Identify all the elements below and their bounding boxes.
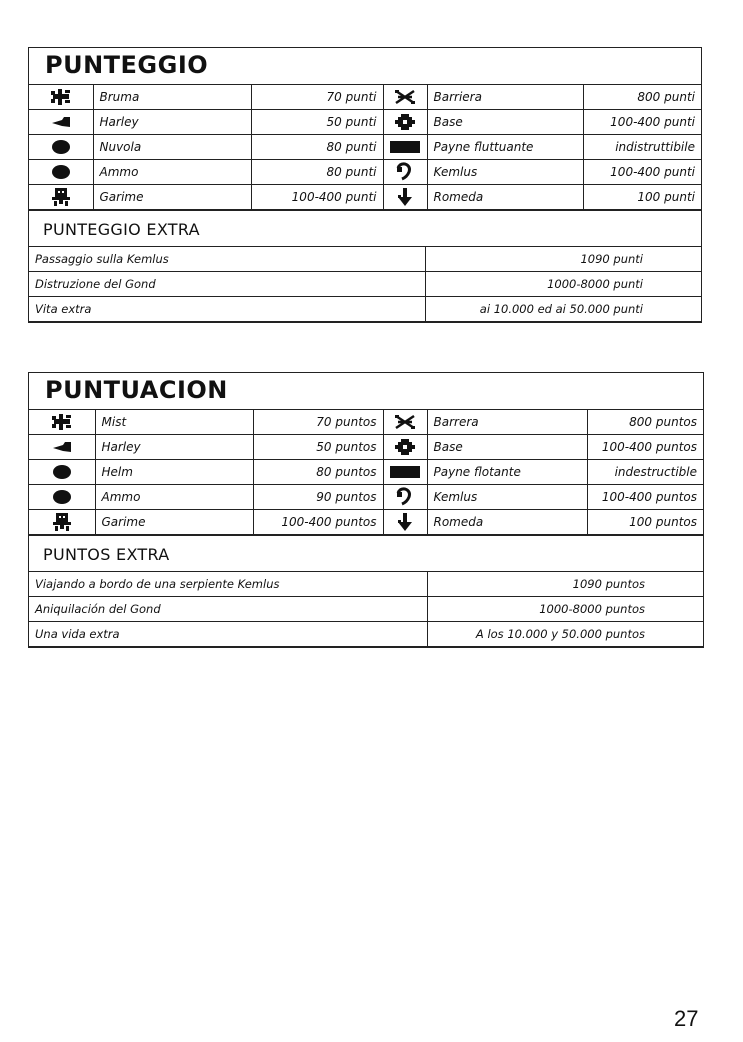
extra-label: Una vida extra — [29, 622, 427, 647]
base-icon — [383, 435, 427, 460]
enemy-points: 100-400 punti — [583, 110, 701, 135]
blob-icon — [29, 135, 93, 160]
score-row — [29, 435, 703, 460]
blob-icon — [29, 460, 95, 485]
score-row — [29, 510, 703, 535]
arrow-ship-icon — [50, 115, 72, 129]
score-table — [29, 85, 701, 210]
extra-score-title: PUNTOS EXTRA — [29, 535, 703, 572]
score-row — [29, 485, 703, 510]
enemy-name: Payne flotante — [427, 460, 587, 485]
block-icon — [389, 140, 421, 154]
enemy-name: Harley — [95, 435, 253, 460]
score-row — [29, 110, 701, 135]
alien-icon — [51, 512, 73, 532]
block-icon — [383, 135, 427, 160]
extra-label: Passaggio sulla Kemlus — [29, 247, 425, 272]
blob-icon — [29, 160, 93, 185]
page-number: 27 — [674, 1006, 699, 1031]
alien-icon — [50, 187, 72, 207]
score-row — [29, 85, 701, 110]
enemy-points: 100 punti — [583, 185, 701, 210]
enemy-points: 80 punti — [251, 160, 383, 185]
down-arrow-icon — [383, 185, 427, 210]
barrier-icon — [394, 414, 416, 430]
extra-row — [29, 297, 701, 322]
spanish-score-panel — [28, 372, 704, 648]
extra-label: Viajando a bordo de una serpiente Kemlus — [29, 572, 427, 597]
enemy-name: Garime — [93, 185, 251, 210]
enemy-name: Kemlus — [427, 485, 587, 510]
extra-label: Vita extra — [29, 297, 425, 322]
score-row — [29, 135, 701, 160]
base-icon — [394, 439, 416, 455]
ship-icon — [50, 88, 72, 106]
ship-icon — [51, 413, 73, 431]
extra-row — [29, 272, 701, 297]
blob-icon — [51, 464, 73, 480]
panel-title: PUNTUACION — [29, 373, 703, 410]
enemy-points: 100 puntos — [587, 510, 703, 535]
score-table — [29, 410, 703, 535]
enemy-name: Nuvola — [93, 135, 251, 160]
arrow-ship-icon — [29, 435, 95, 460]
extra-label: Distruzione del Gond — [29, 272, 425, 297]
enemy-points: 100-400 puntos — [253, 510, 383, 535]
enemy-points: 70 punti — [251, 85, 383, 110]
italian-score-panel — [28, 47, 702, 323]
down-arrow-icon — [394, 187, 416, 207]
extra-label: Aniquilación del Gond — [29, 597, 427, 622]
blob-icon — [51, 489, 73, 505]
enemy-points: indistruttibile — [583, 135, 701, 160]
ship-icon — [29, 85, 93, 110]
extra-value: 1090 puntos — [427, 572, 703, 597]
enemy-points: 50 punti — [251, 110, 383, 135]
blob-icon — [50, 139, 72, 155]
hook-icon — [394, 487, 416, 507]
enemy-name: Romeda — [427, 185, 583, 210]
blob-icon — [50, 164, 72, 180]
base-icon — [394, 114, 416, 130]
panel-title: PUNTEGGIO — [29, 48, 701, 85]
extra-score-table — [29, 572, 703, 647]
extra-row — [29, 247, 701, 272]
ship-icon — [29, 410, 95, 435]
extra-value: ai 10.000 ed ai 50.000 punti — [425, 297, 701, 322]
barrier-icon — [394, 89, 416, 105]
enemy-name: Barriera — [427, 85, 583, 110]
block-icon — [389, 465, 421, 479]
extra-row — [29, 597, 703, 622]
score-row — [29, 185, 701, 210]
enemy-points: 100-400 punti — [251, 185, 383, 210]
extra-score-title: PUNTEGGIO EXTRA — [29, 210, 701, 247]
enemy-name: Payne fluttuante — [427, 135, 583, 160]
enemy-name: Harley — [93, 110, 251, 135]
block-icon — [383, 460, 427, 485]
enemy-points: 50 puntos — [253, 435, 383, 460]
extra-value: 1090 punti — [425, 247, 701, 272]
hook-icon — [383, 160, 427, 185]
enemy-name: Kemlus — [427, 160, 583, 185]
score-row — [29, 160, 701, 185]
alien-icon — [29, 510, 95, 535]
enemy-points: 90 puntos — [253, 485, 383, 510]
enemy-points: indestructible — [587, 460, 703, 485]
base-icon — [383, 110, 427, 135]
arrow-ship-icon — [29, 110, 93, 135]
enemy-points: 800 puntos — [587, 410, 703, 435]
barrier-icon — [383, 410, 427, 435]
extra-value: 1000-8000 puntos — [427, 597, 703, 622]
enemy-points: 100-400 puntos — [587, 435, 703, 460]
down-arrow-icon — [394, 512, 416, 532]
enemy-name: Bruma — [93, 85, 251, 110]
extra-value: A los 10.000 y 50.000 puntos — [427, 622, 703, 647]
enemy-name: Helm — [95, 460, 253, 485]
enemy-name: Garime — [95, 510, 253, 535]
enemy-points: 70 puntos — [253, 410, 383, 435]
down-arrow-icon — [383, 510, 427, 535]
score-row — [29, 460, 703, 485]
hook-icon — [383, 485, 427, 510]
enemy-name: Base — [427, 110, 583, 135]
barrier-icon — [383, 85, 427, 110]
alien-icon — [29, 185, 93, 210]
enemy-points: 80 punti — [251, 135, 383, 160]
enemy-name: Base — [427, 435, 587, 460]
enemy-name: Ammo — [95, 485, 253, 510]
arrow-ship-icon — [51, 440, 73, 454]
blob-icon — [29, 485, 95, 510]
enemy-name: Ammo — [93, 160, 251, 185]
enemy-name: Barrera — [427, 410, 587, 435]
extra-row — [29, 572, 703, 597]
enemy-points: 80 puntos — [253, 460, 383, 485]
enemy-points: 800 punti — [583, 85, 701, 110]
enemy-points: 100-400 puntos — [587, 485, 703, 510]
enemy-name: Romeda — [427, 510, 587, 535]
extra-value: 1000-8000 punti — [425, 272, 701, 297]
hook-icon — [394, 162, 416, 182]
enemy-points: 100-400 punti — [583, 160, 701, 185]
extra-score-table — [29, 247, 701, 322]
extra-row — [29, 622, 703, 647]
enemy-name: Mist — [95, 410, 253, 435]
score-row — [29, 410, 703, 435]
